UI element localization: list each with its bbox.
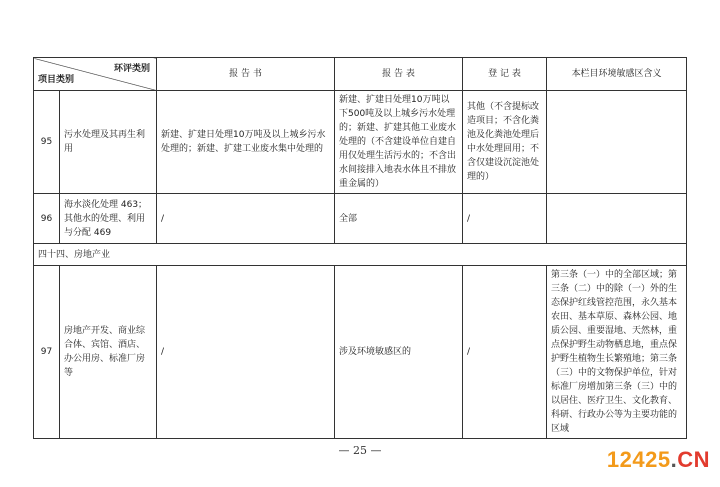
header-sensitive-area: 本栏目环境敏感区含义 [547, 58, 687, 91]
row-register-table: / [463, 266, 547, 439]
row-report-book: / [157, 194, 335, 244]
row-report-book: / [157, 266, 335, 439]
row-report-table: 全部 [335, 194, 463, 244]
row-report-table: 涉及环境敏感区的 [335, 266, 463, 439]
row-number: 97 [34, 266, 60, 439]
header-project-category: 项目类别 [38, 75, 75, 85]
row-category: 房地产开发、商业综合体、宾馆、酒店、办公用房、标准厂房等 [60, 266, 157, 439]
header-register-table: 登 记 表 [463, 58, 547, 91]
section-row [34, 244, 687, 266]
header-report-table: 报 告 表 [335, 58, 463, 91]
table-row [34, 91, 687, 194]
diagonal-header-cell [34, 58, 157, 91]
row-sensitive-area [547, 194, 687, 244]
row-number: 96 [34, 194, 60, 244]
row-report-book: 新建、扩建日处理10万吨及以上城乡污水处理的；新建、扩建工业废水集中处理的 [157, 91, 335, 194]
section-title: 四十四、房地产业 [34, 244, 687, 266]
header-report-book: 报 告 书 [157, 58, 335, 91]
row-number: 95 [34, 91, 60, 194]
row-category: 污水处理及其再生利用 [60, 91, 157, 194]
page-number: — 25 — [338, 444, 382, 457]
watermark-dot: . [670, 447, 678, 472]
row-register-table: / [463, 194, 547, 244]
environmental-assessment-table [33, 57, 687, 439]
watermark-domain: CN [677, 447, 710, 472]
table-row [34, 194, 687, 244]
row-sensitive-area: 第三条（一）中的全部区域；第三条（二）中的除（一）外的生态保护红线管控范围，永久基本农田、基本草原、森林公园、地质公园、重要湿地、天然林，重点保护野生动物栖息地，重点保护野生植物生长繁殖地；第三条（三）中的文物保护单位，针对标准厂房增加第三条（三）中的以居住、医疗卫生、文化教育、科研、行政办公等为主要功能的区域 [547, 266, 687, 439]
row-register-table: 其他（不含提标改造项目；不含化粪池及化粪池处理后中水处理回用；不含仅建设沉淀池处理的） [463, 91, 547, 194]
row-category: 海水淡化处理 463；其他水的处理、利用与分配 469 [60, 194, 157, 244]
row-report-table: 新建、扩建日处理10万吨以下500吨及以上城乡污水处理的；新建、扩建其他工业废水处理的（不含建设单位自建自用仅处理生活污水的；不含出水间接排入地表水体且不排放重金属的） [335, 91, 463, 194]
watermark-logo [607, 447, 710, 473]
header-row [34, 58, 687, 91]
row-sensitive-area [547, 91, 687, 194]
header-assessment-category: 环评类别 [113, 64, 150, 74]
table-row [34, 266, 687, 439]
watermark-digits: 12425 [606, 447, 671, 472]
